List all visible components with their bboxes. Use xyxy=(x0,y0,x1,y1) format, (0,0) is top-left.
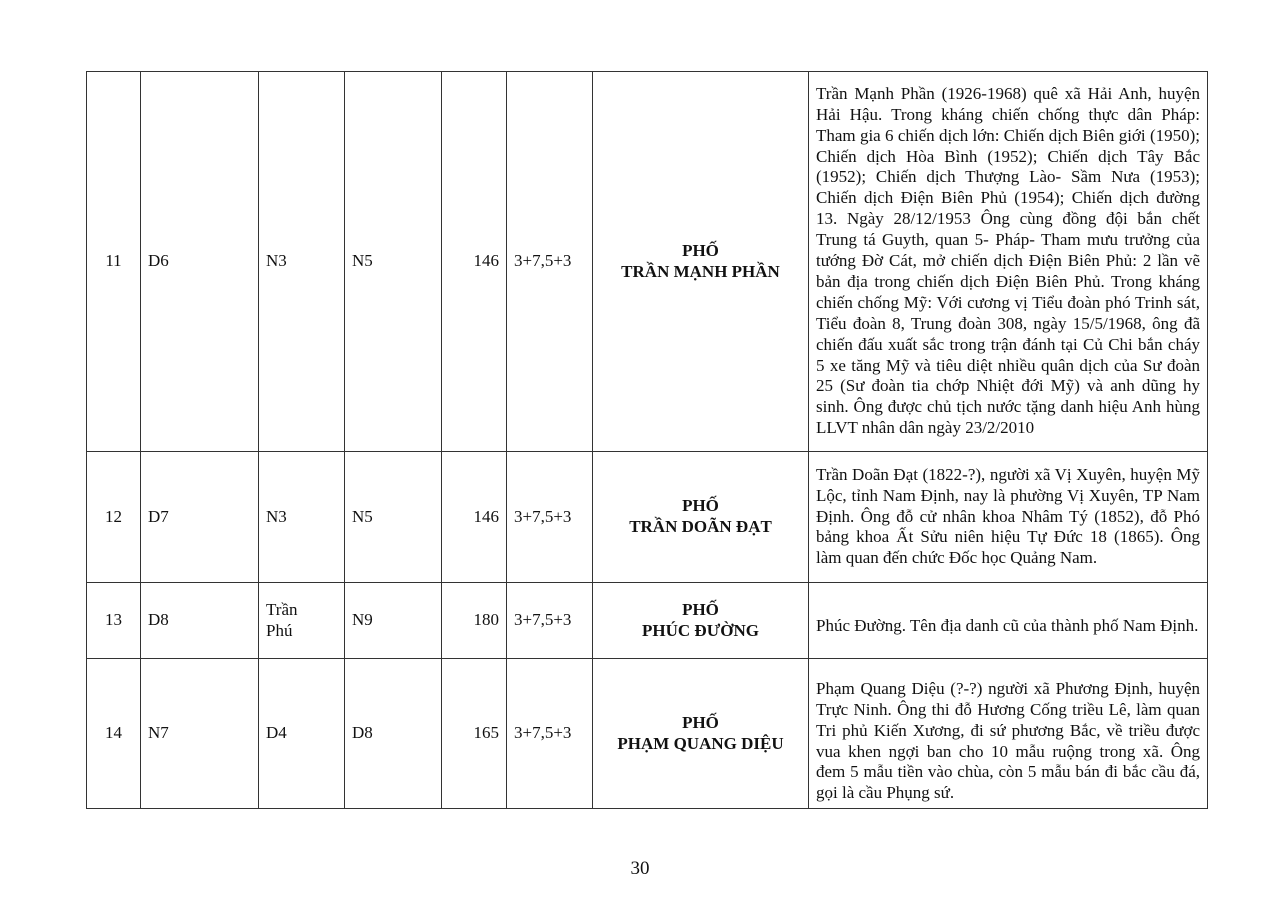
street-name: TRẦN DOÃN ĐẠT xyxy=(629,517,772,536)
road-width: 3+7,5+3 xyxy=(507,72,593,452)
road-code: D6 xyxy=(141,72,259,452)
street-type: PHỐ xyxy=(682,496,719,516)
street-name-cell xyxy=(593,659,809,809)
road-start: N3 xyxy=(259,72,345,452)
page-number: 30 xyxy=(630,858,650,879)
street-description: Trần Mạnh Phần (1926-1968) quê xã Hải Anh, huyện Hải Hậu. Trong kháng chiến chống thực dân Pháp: Tham gia 6 chiến dịch lớn: Chiến dịch Biên giới (1950); Chiến dịch Hòa Bình (1952); Chiến dịch Tây Bắc (1952); Chiến dịch Thượng Lào- Sầm Nưa (1953); Chiến dịch Điện Biên Phủ (1954); Chiến dịch đường 13. Ngày 28/12/1953 Ông cùng đồng đội bắn chết Trung tá Guyth, quan 5- Pháp- Tham mưu trưởng của tướng Đờ Cát, mở chiến dịch Điện Biên Phủ: 2 lần vẽ bản địa trong chiến dịch Điện Biên Phủ. Trong kháng chiến chống Mỹ: Với cương vị Tiểu đoàn phó Trinh sát, Tiểu đoàn 8, Trung đoàn 308, ngày 15/5/1968, ông đã chiến đấu xuất sắc trong trận đánh tại Củ Chi bắn cháy 5 xe tăng Mỹ và tiêu diệt nhiều quân dịch của Sư đoàn 25 (Sư đoàn tia chớp Nhiệt đới Mỹ) và anh dũng hy sinh. Ông được chủ tịch nước tặng danh hiệu Anh hùng LLVT nhân dân ngày 23/2/2010 xyxy=(809,72,1208,452)
street-type: PHỐ xyxy=(682,599,719,619)
row-number: 12 xyxy=(87,452,141,583)
road-length: 165 xyxy=(442,659,507,809)
road-start: N3 xyxy=(259,452,345,583)
road-end: N9 xyxy=(345,583,442,659)
table-row xyxy=(87,452,1208,583)
row-number: 13 xyxy=(87,583,141,659)
row-number: 11 xyxy=(87,72,141,452)
table-row xyxy=(87,583,1208,659)
road-end: N5 xyxy=(345,452,442,583)
road-code: D7 xyxy=(141,452,259,583)
street-type: PHỐ xyxy=(682,712,719,732)
street-name-cell xyxy=(593,72,809,452)
road-width: 3+7,5+3 xyxy=(507,583,593,659)
road-length: 146 xyxy=(442,72,507,452)
road-code: N7 xyxy=(141,659,259,809)
street-naming-table xyxy=(86,71,1208,809)
street-description: Phạm Quang Diệu (?-?) người xã Phương Định, huyện Trực Ninh. Ông thi đỗ Hương Cống triều Lê, làm quan Tri phủ Kiến Xương, đi sứ phương Bắc, về triều được vua khen ngợi ban cho 10 mẫu ruộng trong xã. Ông đem 5 mẫu tiền vào chùa, còn 5 mẫu bán đi bắc cầu đá, gọi là cầu Phụng sứ. xyxy=(809,659,1208,809)
road-width: 3+7,5+3 xyxy=(507,659,593,809)
street-name: TRẦN MẠNH PHẦN xyxy=(621,261,780,281)
street-type: PHỐ xyxy=(682,240,719,260)
table-row xyxy=(87,72,1208,452)
road-end: N5 xyxy=(345,72,442,452)
street-name: PHÚC ĐƯỜNG xyxy=(642,620,759,640)
street-description: Phúc Đường. Tên địa danh cũ của thành phố Nam Định. xyxy=(809,583,1208,659)
road-width: 3+7,5+3 xyxy=(507,452,593,583)
row-number: 14 xyxy=(87,659,141,809)
road-end: D8 xyxy=(345,659,442,809)
road-start: Trần Phú xyxy=(259,583,345,659)
road-start: D4 xyxy=(259,659,345,809)
street-name-cell xyxy=(593,583,809,659)
street-name: PHẠM QUANG DIỆU xyxy=(617,733,784,753)
table-row xyxy=(87,659,1208,809)
street-name-cell xyxy=(593,452,809,583)
street-description: Trần Doãn Đạt (1822-?), người xã Vị Xuyên, huyện Mỹ Lộc, tỉnh Nam Định, nay là phường Vị Xuyên, TP Nam Định. Ông đỗ cử nhân khoa Nhâm Tý (1852), đỗ Phó bảng khoa Ất Sửu niên hiệu Tự Đức 18 (1865). Ông làm quan đến chức Đốc học Quảng Nam. xyxy=(809,452,1208,583)
road-length: 180 xyxy=(442,583,507,659)
road-code: D8 xyxy=(141,583,259,659)
road-length: 146 xyxy=(442,452,507,583)
